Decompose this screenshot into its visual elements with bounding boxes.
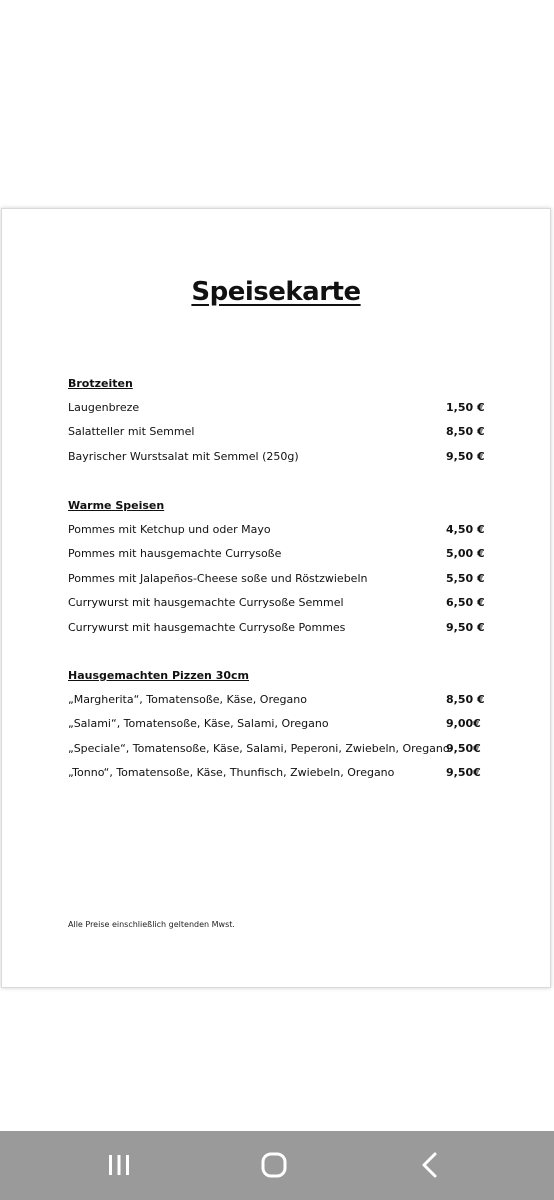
item-name: Salatteller mit Semmel	[68, 425, 195, 439]
menu-item	[68, 567, 488, 591]
item-price: 8,50 €	[446, 425, 485, 439]
section-title: Warme Speisen	[68, 499, 165, 512]
item-name: „Speciale“, Tomatensoße, Käse, Salami, Peperoni, Zwiebeln, Oregano	[68, 741, 450, 755]
item-name: Pommes mit Ketchup und oder Mayo	[68, 523, 271, 536]
back-button[interactable]	[406, 1147, 454, 1183]
menu-section-pizzen	[68, 664, 488, 786]
menu-item	[68, 591, 488, 615]
item-name: „Margherita“, Tomatensoße, Käse, Oregano	[68, 693, 307, 706]
item-price: 9,50 €	[446, 620, 485, 634]
item-name: „Salami“, Tomatensoße, Käse, Salami, Oregano	[68, 717, 329, 731]
system-navigation-bar	[0, 1131, 554, 1200]
menu-item	[68, 518, 488, 542]
menu-section-warme-speisen	[68, 494, 488, 640]
menu-item	[68, 712, 488, 736]
recent-apps-icon	[105, 1152, 133, 1178]
item-price: 5,00 €	[446, 547, 485, 561]
item-price: 9,50€	[446, 741, 481, 755]
item-name: Pommes mit hausgemachte Currysoße	[68, 547, 282, 561]
item-price: 9,00€	[446, 717, 481, 731]
item-name: Currywurst mit hausgemachte Currysoße Pommes	[68, 620, 346, 634]
item-name: Pommes mit Jalapeños-Cheese soße und Röstzwiebeln	[68, 571, 368, 585]
home-icon	[260, 1151, 288, 1179]
home-button[interactable]	[250, 1147, 298, 1183]
menu-item	[68, 420, 488, 444]
menu-item	[68, 396, 488, 420]
item-name: Laugenbreze	[68, 401, 140, 414]
menu-item	[68, 616, 488, 640]
menu-section-brotzeiten	[68, 372, 488, 469]
section-title: Hausgemachten Pizzen 30cm	[68, 669, 250, 682]
section-title: Brotzeiten	[68, 377, 133, 390]
item-price: 6,50 €	[446, 596, 485, 610]
price-footnote: Alle Preise einschließlich geltenden Mwst.	[68, 920, 235, 929]
item-price: 1,50 €	[446, 401, 485, 414]
item-price: 8,50 €	[446, 693, 485, 706]
menu-item	[68, 688, 488, 712]
recent-apps-button[interactable]	[95, 1147, 143, 1183]
item-price: 5,50 €	[446, 571, 485, 585]
menu-page	[2, 209, 550, 987]
item-name: Bayrischer Wurstsalat mit Semmel (250g)	[68, 449, 299, 463]
back-icon	[419, 1151, 441, 1179]
menu-item	[68, 445, 488, 469]
item-price: 9,50€	[446, 766, 481, 780]
menu-item	[68, 737, 488, 761]
item-name: Currywurst mit hausgemachte Currysoße Semmel	[68, 596, 344, 610]
item-price: 4,50 €	[446, 523, 485, 536]
menu-item	[68, 542, 488, 566]
item-price: 9,50 €	[446, 449, 485, 463]
menu-item	[68, 761, 488, 785]
page-title: Speisekarte	[191, 277, 361, 307]
item-name: „Tonno“, Tomatensoße, Käse, Thunfisch, Zwiebeln, Oregano	[68, 766, 395, 780]
